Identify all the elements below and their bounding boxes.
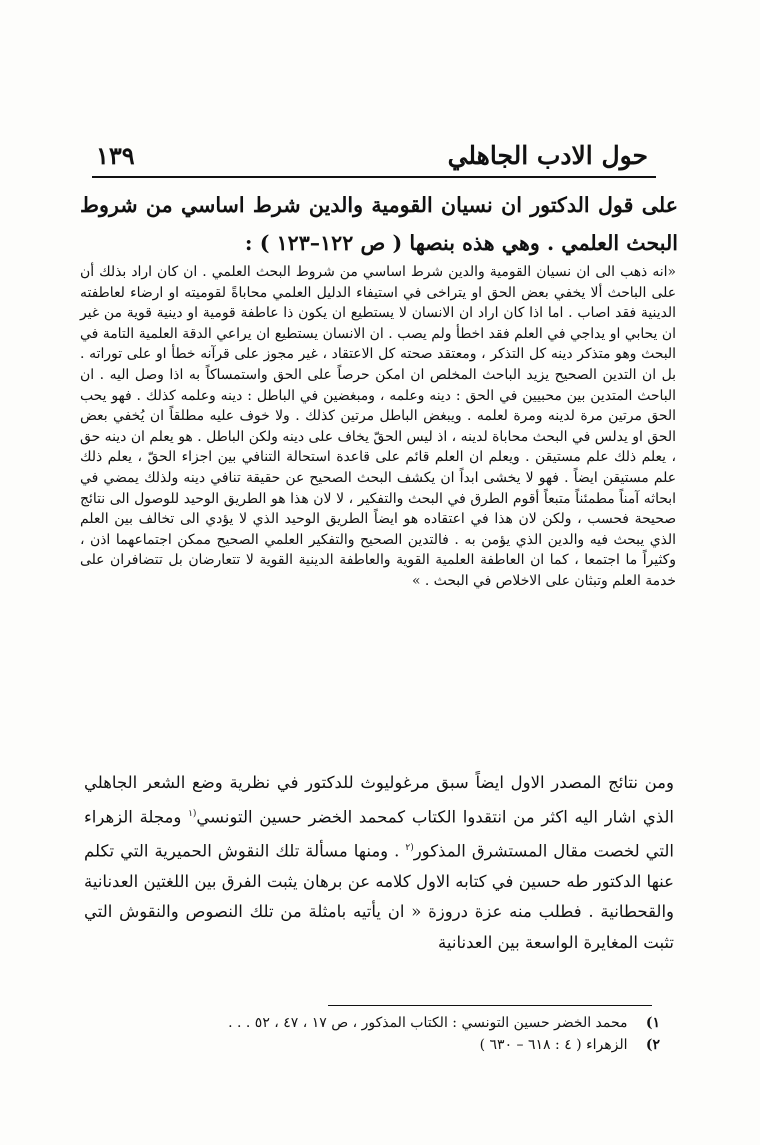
footnote-1 — [150, 1012, 660, 1034]
footnote-text: محمد الخضر حسين التونسي : الكتاب المذكور ، ص ١٧ ، ٤٧ ، ٥٢ . . . — [228, 1015, 628, 1031]
footnote-rule — [328, 1005, 652, 1006]
body-text-part-3: . ومنها مسألة تلك النقوش الحميرية التي تكلم عنها الدكتور طه حسين في كتابه الاول كلامه عن برهان يثبت الفرق بين اللغتين العدنانية والقحطانية . فطلب منه عزة دروزة « ان يأتيه بامثلة من تلك النصوص والنقوش التي تثبت المغايرة الواسعة بين العدنانية — [84, 841, 674, 952]
intro-paragraph: على قول الدكتور ان نسيان القومية والدين شرط اساسي من شروط البحث العلمي . وهي هذه بنصها ( ص ١٢٢–١٢٣ ) : — [80, 193, 678, 255]
body-paragraph — [84, 768, 674, 959]
body-text-part-2: ومجلة الزهراء التي لخصت مقال المستشرق المذكور — [84, 807, 674, 861]
body-text-part-1: ومن نتائج المصدر الاول ايضاً سبق مرغوليوث للدكتور في نظرية وضع الشعر الجاهلي الذي اشار اليه اكثر من انتقدوا الكتاب كمحمد الخضر حسين التونسي — [84, 773, 675, 827]
page-number: ١٣٩ — [96, 141, 135, 170]
footnote-text: الزهراء ( ٤ : ٦١٨ – ٦٣٠ ) — [479, 1037, 628, 1053]
footnote-number: ١) — [645, 1015, 660, 1031]
footnote-2 — [150, 1034, 660, 1056]
footnote-number: ٢) — [645, 1037, 660, 1053]
footnote-ref-2[interactable]: (٢ — [405, 842, 414, 853]
quoted-passage: «انه ذهب الى ان نسيان القومية والدين شرط اساسي من شروط البحث العلمي . ان كان اراد بذلك أن على الباحث ألا يخفي بعض الحق او يتراخى في استيفاء الدليل العلمي محاباةً لقوميته او ارضاء لعاطفته الدينية فقد اصاب . اما اذا كان اراد ان الانسان لا يستطيع ان يكون ذا عاطفة قومية او دينية قوية من غير ان يحابي او يداجي في العلم فقد اخطأ ولم يصب . ان الانسان يستطيع ان يراعي الدقة العلمية التامة في البحث وهو متذكر دينه كل التذكر ، ومعتقد صحته كل الاعتقاد ، غير مجوز على قرآنه خطأ او على توراته . بل ان التدين الصحيح يزيد الباحث المخلص ان امكن حرصاً على الحق واستمساكاً به اذا وصل اليه . ان الباحث المتدين بين محبيين في الحق : دينه وعلمه ، ومبغضين في الباطل : دينه وعلمه كذلك . فهو يحب الحق مرتين مرة لدينه ومرة لعلمه . ويبغض الباطل مرتين كذلك . ولا خوف عليه مطلقاً ان يُخفي بعض الحق او يدلس في البحث محاباة لدينه ، اذ ليس الحقّ يخاف على دينه ولكن الباطل . هو يعلم ان دينه حق ، يعلم ذلك علم مستيقن . ويعلم ان العلم قائم على قاعدة استحالة التنافي بين اجزاء الحقّ ، يعلم ذلك علم مستيقن ايضاً . فهو لا يخشى ابداً ان يكشف البحث الصحيح عن حقيقة تنافي دينه ولذلك يمضي في ابحاثه آمناً مطمئناً متبعاً أقوم الطرق في البحث والتفكير ، لا لان هذا هو الطريق الوحيد للوصول الى نتائج صحيحة فحسب ، ولكن لان هذا في اعتقاده هو ايضاً الطريق الوحيد الذي لا يؤدي الى تخالف بين العلم الذي يبحث فيه والدين الذي يؤمن به . فالتدين الصحيح والتفكير العلمي الصحيح ممكن اجتماعهما اذن ، وكثيراً ما اجتمعا ، كما ان العاطفة العلمية القوية والعاطفة الدينية القوية لا تتعارضان بل تتضافران على خدمة العلم وتبثان على الاخلاص في البحث . » — [80, 264, 676, 589]
page-header — [96, 128, 648, 170]
footnote-ref-1[interactable]: (١ — [188, 808, 197, 819]
running-title: حول الادب الجاهلي — [447, 141, 648, 170]
header-rule — [92, 176, 656, 178]
footnotes — [150, 1012, 660, 1056]
